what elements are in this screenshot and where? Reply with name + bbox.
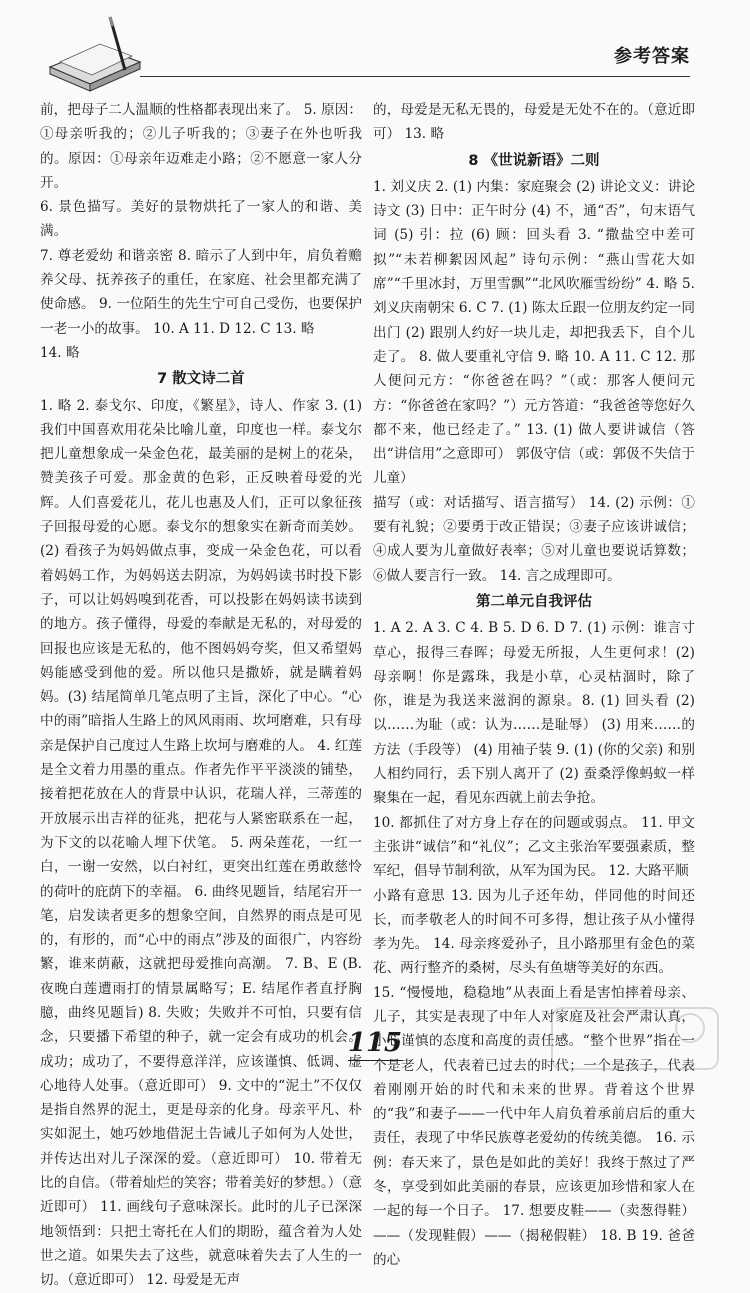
page-header (0, 0, 750, 105)
answer-paragraph: 6. 景色描写。美好的景物烘托了一家人的和谐、美满。 (40, 199, 362, 240)
watermark-logo (550, 1006, 720, 1071)
section-title: 8 《世说新语》二则 (468, 152, 600, 169)
answer-paragraph: 10. 都抓住了对方身上存在的问题或弱点。 11. 甲文主张讲“诚信”和“礼仪”；乙文主张治军要强素质，整军纪，倡导节制利欲，从军为国为民。 12. 大路平顺 (373, 814, 695, 880)
answer-paragraph: 前，把母子二人温顺的性格都表现出来了。 5. 原因：①母亲听我的；②儿子听我的；③妻子在外也听我的。原因：①母亲年迈难走小路；②不愿意一家人分开。 (40, 102, 362, 191)
header-divider (140, 76, 690, 77)
answer-paragraph: 1. 刘义庆 2. (1) 内集：家庭聚会 (2) 讲论文义：讲论诗文 (3) 日中：正午时分 (4) 不，通“否”，句末语气词 (5) 引：拉 (6) 顾：回头看 3. “撒盐空中差可拟”“未若柳絮因风起” 诗句示例：“燕山雪花大如席”“千里冰封，万里雪飘”“北风吹雁雪纷纷” 4. 略 5. 刘义庆南朝宋 6. C 7. (1) 陈太丘跟一位朋友约定一同出门 (2) 跟别人约好一块儿走，却把我丢下，自个儿走了。 8. 做人要重礼守信 9. 略 10. A 11. C 12. 那人便问元方：“你爸爸在吗？”（或：那客人便问元方：“你爸爸在家吗？”）元方答道：“我爸爸等您好久都不来，他已经走了。” 13. (1) 做人要讲诚信（答出“讲信用”之意即可） 郭伋守信（或：郭伋不失信于儿童） (373, 178, 695, 487)
answer-paragraph: 描写（或：对话描写、语言描写） 14. (2) 示例：①要有礼貌；②要勇于改正错误；③妻子应该讲诚信；④成人要为儿童做好表率；⑤对儿童也要说话算数；⑥做人要言行一致。 14. 言之成理即可。 (373, 494, 695, 584)
section-title: 7 散文诗二首 (157, 371, 245, 388)
answer-paragraph: 1. 略 2. 泰戈尔、印度，《繁星》，诗人、作家 3. (1) 我们中国喜欢用花朵比喻儿童，印度也一样。泰戈尔把儿童想象成一朵金色花，最美丽的是树上的花朵，赞美孩子可爱。那金黄的色彩，正反映着母爱的光辉。人们喜爱花儿，花儿也惠及人们，正可以象征孩子回报母爱的心愿。泰戈尔的想象实在新奇而美妙。(2) 看孩子为妈妈做点事，变成一朵金色花，可以看着妈妈工作，为妈妈送去阴凉，为妈妈读书时投下影子，可以让妈妈嗅到花香，可以投影在妈妈读书读到的地方。孩子懂得，母爱的奉献是无私的，对母爱的回报也应该是无私的，他不图妈妈夸奖，但又希望妈妈能感受到他的爱。所以他只是撒娇，就是瞒着妈妈。(3) 结尾简单几笔点明了主旨，深化了中心。“心中的雨”暗指人生路上的风风雨雨、坎坷磨难，只有母亲是保护自己度过人生路上坎坷与磨难的人。 4. 红莲是全文着力用墨的重点。作者先作平平淡淡的铺垫，接着把花放在人的背景中认识，花瑞人祥，三蒂莲的开放展示出吉祥的征兆，把花与人紧密联系在一起，为下文的以花喻人埋下伏笔。 5. 两朵莲花，一红一白，一谢一安然，以白衬红，更突出红莲在勇敢慈怜的荷叶的庇荫下的幸福。 6. 曲终见题旨，结尾宕开一笔，启发读者更多的想象空间，自然界的雨点是可见的，有形的，而“心中的雨点”涉及的面很广，内容纷繁，谁来荫蔽，这就把母爱推向高潮。 7. B、E (B. 夜晚白莲遭雨打的情景属略写；E. 结尾作者直抒胸臆，曲终见题旨) 8. 失败；失败并不可怕，只要有信念，只要播下希望的种子，就一定会有成功的机会。成功；成功了，不要得意洋洋，应该谨慎、低调、虚心地待人处事。（意近即可） 9. 文中的“泥土”不仅仅是指自然界的泥土，更是母亲的化身。母亲平凡、朴实如泥土，她巧妙地借泥土告诫儿子如何为人处世，并传达出对儿子深深的爱。（意近即可） 10. 带着无比的自信。（带着灿烂的笑容；带着美好的梦想。）（意近即可） 11. 画线句子意味深长。此时的儿子已深深地领悟到：只把土寄托在人们的期盼，蕴含着为人处世之道。如果失去了这些，就意味着失去了人生的一切。（意近即可） 12. 母爱是无声 (40, 397, 362, 1289)
page-header-title: 参考答案 (614, 46, 690, 67)
answer-paragraph: 14. 略 (40, 344, 80, 361)
answer-paragraph: 1. A 2. A 3. C 4. B 5. D 6. D 7. (1) 示例：谁言寸草心，报得三春晖；母爱无所报，人生更何求！(2) 母亲啊！你是露珠，我是小草，心灵枯涸时，除了你，谁是为我送来滋润的源泉。8. (1) 回头看 (2) 以……为耻（或：认为……是耻辱） (3) 用来……的方法（手段等） (4) 用袖子装 9. (1) (你的父亲) 和别人相约同行，丢下别人离开了 (2) 蚕桑浮像蚂蚁一样聚集在一起，看见东西就上前去争抢。 (373, 620, 695, 807)
left-column (40, 98, 362, 1293)
answer-paragraph: 小路有意思 13. 因为儿子还年幼，伴同他的时间还长，而孝敬老人的时间不可多得，想让孩子从小懂得孝为先。 14. 母亲疼爱孙子，且小路那里有金色的菜花、两行整齐的桑树，尽头有鱼塘等美好的东西。 (373, 887, 695, 977)
page-number-underline (348, 1060, 403, 1061)
page-number: 115 (347, 1028, 403, 1058)
answer-paragraph: 15. “慢慢地，稳稳地”从表面上看是害怕摔着母亲、儿子，其实是表现了中年人对家庭及社会严肃认真，小心谨慎的态度和高度的责任感。“整个世界”指在一个是老人，代表着已过去的时代；一个是孩子，代表着刚刚开始的时代和未来的世界。背着这个世界的“我”和妻子——一代中年人肩负着承前启后的重大责任，表现了中华民族尊老爱幼的传统美德。 16. 示例：春天来了，景色是如此的美好！我终于熬过了严冬，享受到如此美丽的春景，应该更加珍惜和家人在一起的每一个日子。 17. 想要皮鞋——（卖葱得鞋）——（发现鞋假）——（揭秘假鞋） 18. B 19. 爸爸的心 (373, 984, 695, 1268)
answer-paragraph: 的，母爱是无私无畏的，母爱是无处不在的。（意近即可） 13. 略 (373, 102, 695, 143)
right-column (373, 98, 695, 1272)
answer-paragraph: 7. 尊老爱幼 和谐亲密 8. 暗示了人到中年，肩负着赡养父母、抚养孩子的重任，在家庭、社会里都充满了使命感。 9. 一位陌生的先生宁可自己受伤，也要保护一老一小的故事。 10. A 11. D 12. C 13. 略 (40, 247, 362, 337)
section-title: 第二单元自我评估 (476, 593, 592, 610)
books-pencil-icon (40, 12, 150, 92)
